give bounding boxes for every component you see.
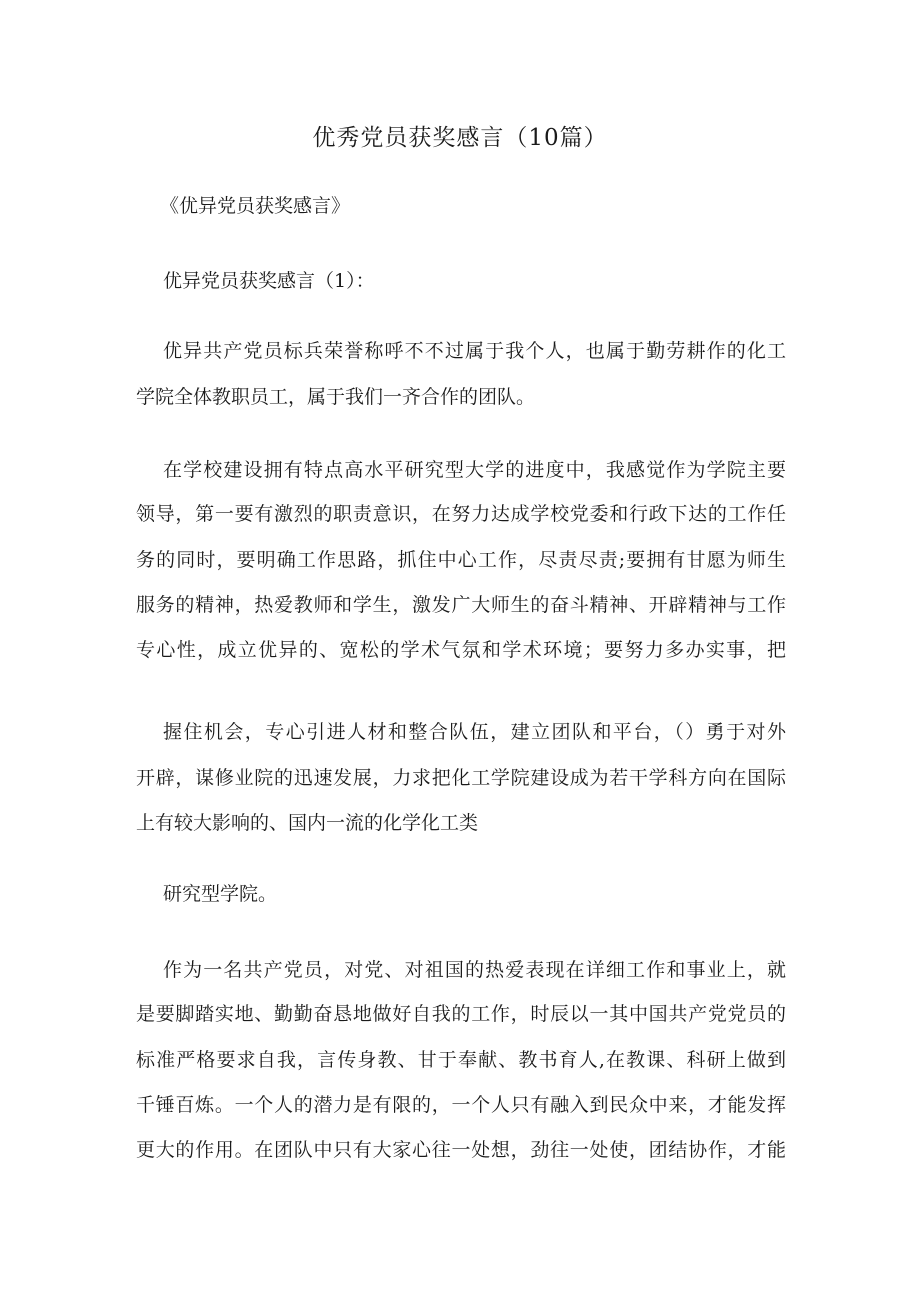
paragraph-2-line-3: 务的同时，要明确工作思路，抓住中心工作，尽责尽责;要拥有甘愿为师生 — [136, 549, 786, 571]
paragraph-1-line-2: 学院全体教职员工，属于我们一齐合作的团队。 — [136, 386, 536, 408]
paragraph-5-line-5: 更大的作用。在团队中只有大家心往一处想，劲往一处使，团结协作，才能 — [136, 1139, 786, 1161]
paragraph-5-line-4: 千锤百炼。一个人的潜力是有限的，一个人只有融入到民众中来，才能发挥 — [136, 1094, 786, 1116]
document-subtitle: 《优异党员获奖感言》 — [160, 195, 351, 217]
paragraph-2-line-4: 服务的精神，热爱教师和学生，激发广大师生的奋斗精神、开辟精神与工作 — [136, 594, 786, 616]
paragraph-4-line-1: 研究型学院。 — [163, 883, 278, 905]
paragraph-2-line-5: 专心性，成立优异的、宽松的学术气氛和学术环境；要努力多办实事，把 — [136, 639, 786, 661]
paragraph-3-line-2: 开辟，谋修业院的迅速发展，力求把化工学院建设成为若干学科方向在国际 — [136, 767, 786, 789]
paragraph-1-line-1: 优异共产党员标兵荣誉称呼不不过属于我个人，也属于勤劳耕作的化工 — [163, 340, 786, 362]
section-heading: 优异党员获奖感言（1）： — [163, 270, 375, 292]
paragraph-5-line-1: 作为一名共产党员，对党、对祖国的热爱表现在详细工作和事业上，就 — [163, 959, 786, 981]
paragraph-2-line-1: 在学校建设拥有特点高水平研究型大学的进度中，我感觉作为学院主要 — [163, 459, 786, 481]
paragraph-5-line-3: 标准严格要求自我，言传身教、甘于奉献、教书育人,在教课、科研上做到 — [136, 1049, 786, 1071]
paragraph-2-line-2: 领导，第一要有激烈的职责意识，在努力达成学校党委和行政下达的工作任 — [136, 503, 786, 525]
paragraph-3-line-3: 上有较大影响的、国内一流的化学化工类 — [136, 812, 479, 834]
paragraph-5-line-2: 是要脚踏实地、勤勤奋恳地做好自我的工作，时辰以一其中国共产党党员的 — [136, 1003, 786, 1025]
document-title: 优秀党员获奖感言（10篇） — [312, 125, 608, 151]
paragraph-3-line-1: 握住机会，专心引进人材和整合队伍，建立团队和平台，（）勇于对外 — [163, 721, 786, 743]
